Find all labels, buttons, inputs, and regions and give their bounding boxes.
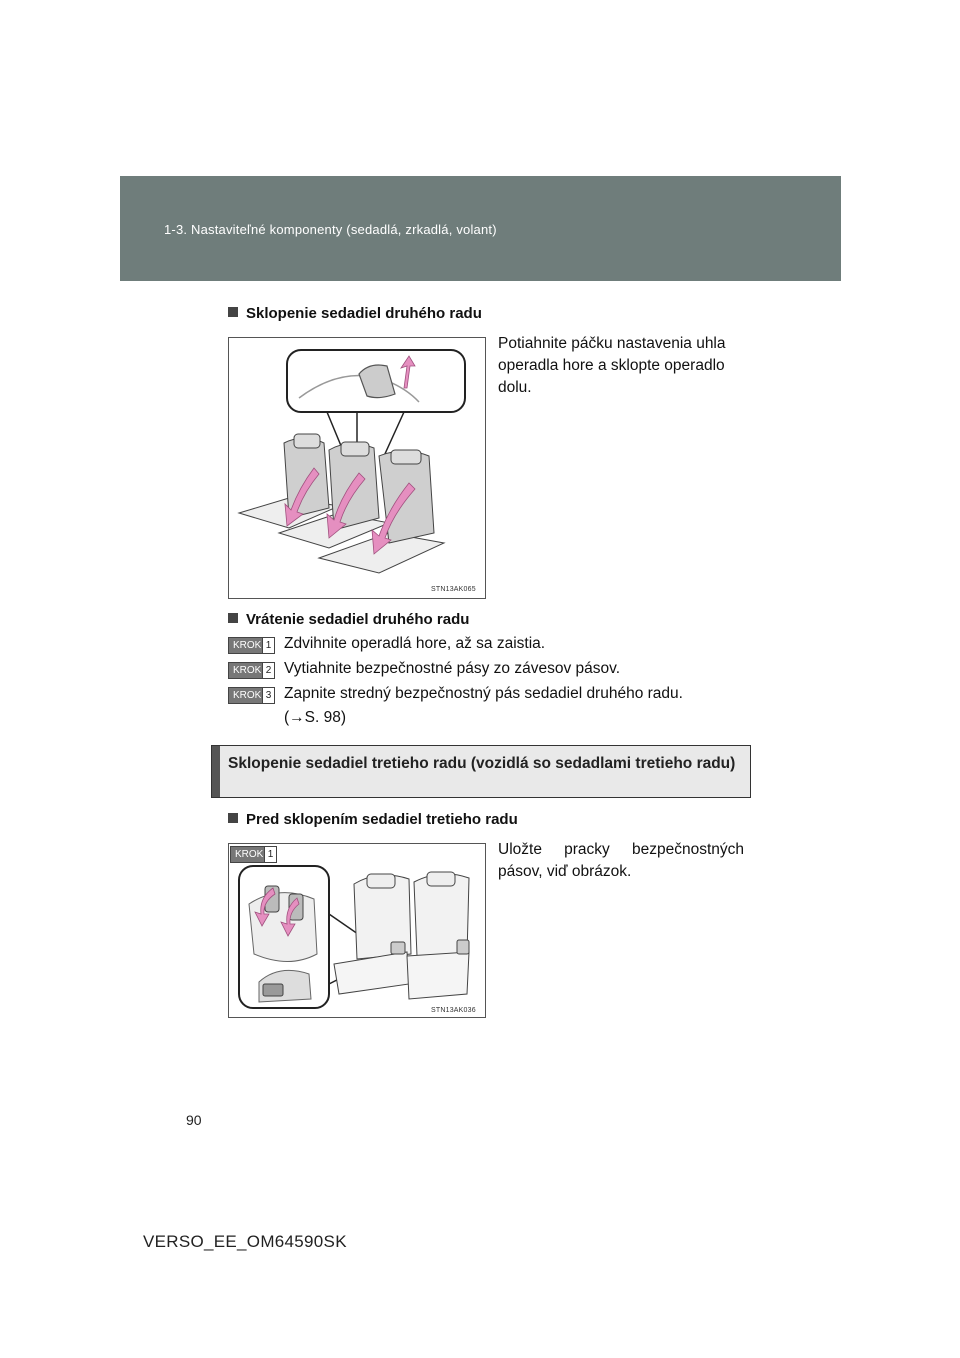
section1-instruction: Potiahnite páčku nastavenia uhla operadla hore a sklopte operadlo dolu. — [498, 335, 726, 396]
figure-code: STN13AK065 — [431, 586, 476, 593]
chapter-header — [120, 176, 841, 281]
section3-instruction: Uložte pracky bezpečnostných pásov, viď obrázok. — [498, 841, 744, 880]
bullet-square-icon — [228, 613, 238, 623]
page-number: 90 — [186, 1112, 202, 1128]
figure-fold-second-row — [228, 337, 486, 599]
box-title: Sklopenie sedadiel tretieho radu (vozidlá so sedadlami tretieho radu) — [228, 755, 736, 772]
document-code: VERSO_EE_OM64590SK — [143, 1232, 347, 1251]
step-badge: KROK 2 — [228, 662, 275, 679]
step-text: Zdvihnite operadlá hore, až sa zaistia. — [284, 635, 546, 652]
figure-code: STN13AK036 — [431, 1007, 476, 1014]
section-title-fold-second-row: Sklopenie sedadiel druhého radu — [228, 305, 482, 322]
section-title-return-second-row: Vrátenie sedadiel druhého radu — [228, 611, 469, 628]
section-box-third-row — [211, 745, 751, 798]
step-text: Zapnite stredný bezpečnostný pás sedadiel druhého radu. — [284, 685, 683, 702]
bullet-square-icon — [228, 307, 238, 317]
bullet-square-icon — [228, 813, 238, 823]
seat-fold-illustration — [229, 338, 485, 598]
buckle-stow-illustration — [229, 844, 485, 1017]
step-badge: KROK 1 — [228, 637, 275, 654]
box-accent-bar — [212, 746, 220, 797]
section-title-before-fold-third-row: Pred sklopením sedadiel tretieho radu — [228, 811, 518, 828]
chapter-breadcrumb: 1-3. Nastaviteľné komponenty (sedadlá, zrkadlá, volant) — [164, 222, 497, 237]
step-text: Vytiahnite bezpečnostné pásy zo závesov pásov. — [284, 660, 621, 677]
figure-third-row-buckles — [228, 843, 486, 1018]
step-badge: KROK 1 — [230, 846, 277, 863]
page-reference: (→S. 98) — [284, 709, 347, 726]
step-badge: KROK 3 — [228, 687, 275, 704]
